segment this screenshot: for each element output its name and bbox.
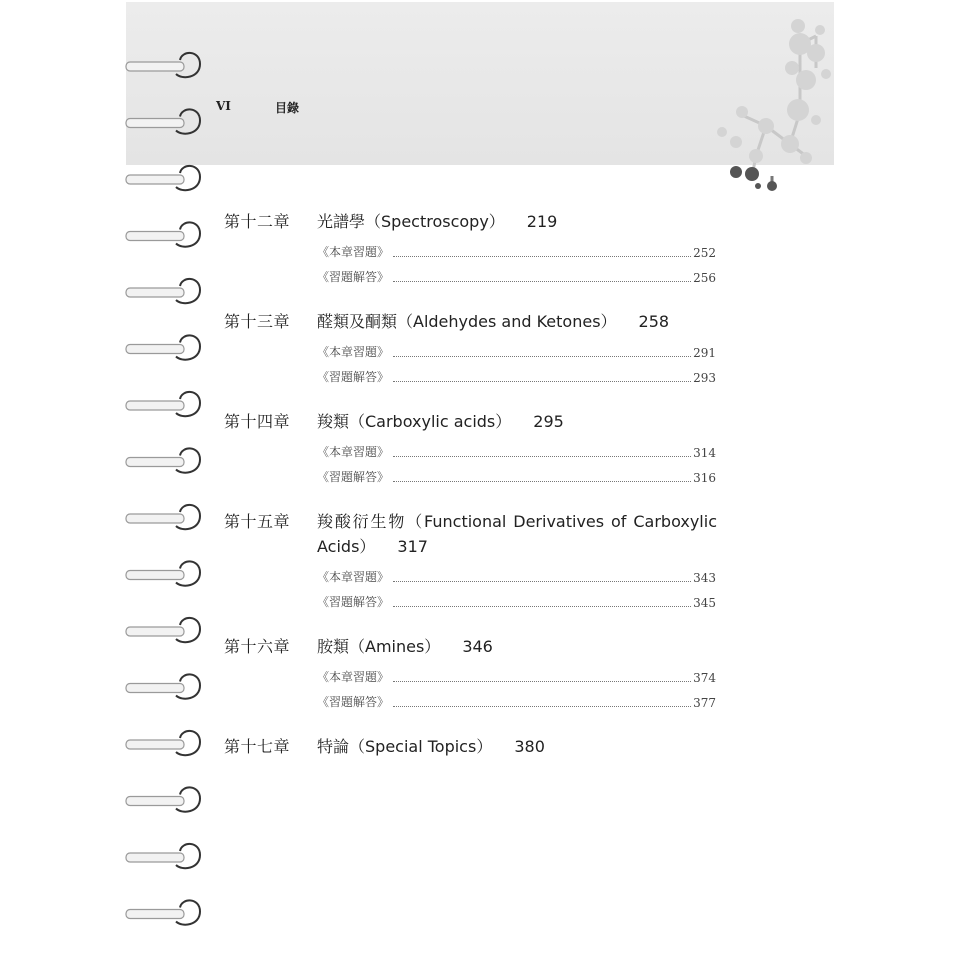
spiral-ring — [126, 109, 200, 133]
chapter-number: 第十四章 — [224, 412, 291, 431]
spiral-ring — [126, 731, 200, 755]
entry-exercises: 《本章習題》 314 — [317, 445, 716, 460]
spiral-ring — [126, 844, 200, 868]
entry-answers: 《習題解答》 316 — [317, 470, 716, 485]
chapter-title: 羧酸衍生物（Functional Derivatives of Carboxylic Acids） 317 — [317, 512, 717, 556]
chapter-number: 第十六章 — [224, 637, 291, 656]
page-number: VI — [216, 99, 231, 113]
spiral-ring — [126, 448, 200, 472]
spiral-ring — [126, 166, 200, 190]
chapter-title: 羧類（Carboxylic acids） 295 — [317, 412, 564, 431]
chapter-title: 胺類（Amines） 346 — [317, 637, 493, 656]
spiral-ring — [126, 53, 200, 77]
chapter-number: 第十五章 — [224, 512, 291, 531]
chapter-number: 第十二章 — [224, 212, 291, 231]
chapter-page: 317 — [397, 537, 428, 556]
chapter-page: 346 — [462, 637, 493, 656]
spiral-ring — [126, 618, 200, 642]
spiral-ring — [126, 279, 200, 303]
entry-exercises: 《本章習題》 374 — [317, 670, 716, 685]
chapter-page: 219 — [526, 212, 558, 231]
spiral-ring — [126, 505, 200, 529]
entry-exercises: 《本章習題》 291 — [317, 345, 716, 360]
chapter-number: 第十三章 — [224, 312, 291, 331]
page-title: 目錄 — [275, 101, 300, 115]
entry-answers: 《習題解答》 293 — [317, 370, 716, 385]
chapter-page: 380 — [514, 737, 545, 756]
entry-answers: 《習題解答》 345 — [317, 595, 716, 610]
entry-answers: 《習題解答》 256 — [317, 270, 716, 285]
chapter-page: 258 — [638, 312, 670, 331]
spiral-ring — [126, 787, 200, 811]
entry-exercises: 《本章習題》 252 — [317, 245, 716, 260]
spiral-ring — [126, 674, 200, 698]
molecule-decoration — [706, 8, 840, 192]
spiral-ring — [126, 392, 200, 416]
chapter-title: 光譜學（Spectroscopy） 219 — [317, 212, 558, 231]
spiral-ring — [126, 335, 200, 359]
spiral-ring — [126, 222, 200, 246]
chapter-number: 第十七章 — [224, 737, 291, 756]
entry-answers: 《習題解答》 377 — [317, 695, 716, 710]
chapter-title: 特論（Special Topics） 380 — [317, 737, 545, 756]
spiral-ring — [126, 561, 200, 585]
chapter-page: 295 — [533, 412, 564, 431]
spiral-binding — [124, 0, 208, 960]
entry-exercises: 《本章習題》 343 — [317, 570, 716, 585]
spiral-ring — [126, 900, 200, 924]
chapter-title: 醛類及酮類（Aldehydes and Ketones） 258 — [317, 312, 670, 331]
